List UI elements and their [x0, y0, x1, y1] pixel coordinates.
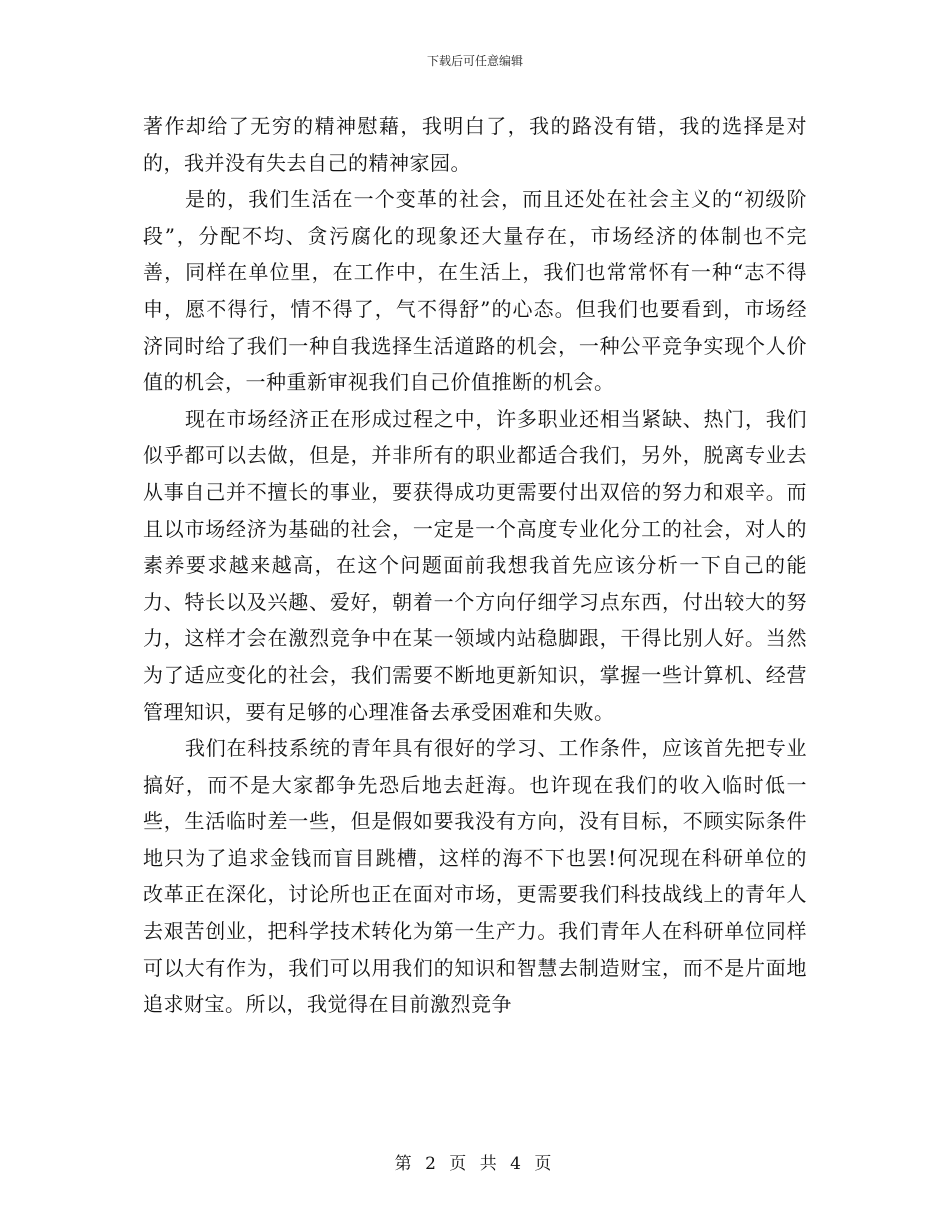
- page-number-footer: 第 2 页 共 4 页: [394, 1154, 556, 1174]
- page-header-note: 下载后可任意编辑: [426, 54, 523, 68]
- document-body: [143, 108, 807, 1023]
- paragraph-4: 我们在科技系统的青年具有很好的学习、工作条件，应该首先把专业搞好，而不是大家都争先恐后地去赶海。也许现在我们的收入临时低一些，生活临时差一些，但是假如要我没有方向，没有目标，不顾实际条件地只为了追求金钱而盲目跳槽，这样的海不下也罢!何况现在科研单位的改革正在深化，讨论所也正在面对市场，更需要我们科技战线上的青年人去艰苦创业，把科学技术转化为第一生产力。我们青年人在科研单位同样可以大有作为，我们可以用我们的知识和智慧去制造财宝，而不是片面地追求财宝。所以，我觉得在目前激烈竞争: [143, 736, 807, 1017]
- paragraph-2: 是的，我们生活在一个变革的社会，而且还处在社会主义的“初级阶段”，分配不均、贪污腐化的现象还大量存在，市场经济的体制也不完善，同样在单位里，在工作中，在生活上，我们也常常怀有一种“志不得申，愿不得行，情不得了，气不得舒”的心态。但我们也要看到，市场经济同时给了我们一种自我选择生活道路的机会，一种公平竞争实现个人价值的机会，一种重新审视我们自己价值推断的机会。: [143, 187, 807, 395]
- paragraph-continuation: 著作却给了无穷的精神慰藉，我明白了，我的路没有错，我的选择是对的，我并没有失去自己的精神家园。: [143, 114, 807, 175]
- paragraph-3: 现在市场经济正在形成过程之中，许多职业还相当紧缺、热门，我们似乎都可以去做，但是，并非所有的职业都适合我们，另外，脱离专业去从事自己并不擅长的事业，要获得成功更需要付出双倍的努力和艰辛。而且以市场经济为基础的社会，一定是一个高度专业化分工的社会，对人的素养要求越来越高，在这个问题面前我想我首先应该分析一下自己的能力、特长以及兴趣、爱好，朝着一个方向仔细学习点东西，付出较大的努力，这样才会在激烈竞争中在某一领域内站稳脚跟，干得比别人好。当然为了适应变化的社会，我们需要不断地更新知识，掌握一些计算机、经营管理知识，要有足够的心理准备去承受困难和失败。: [143, 406, 807, 724]
